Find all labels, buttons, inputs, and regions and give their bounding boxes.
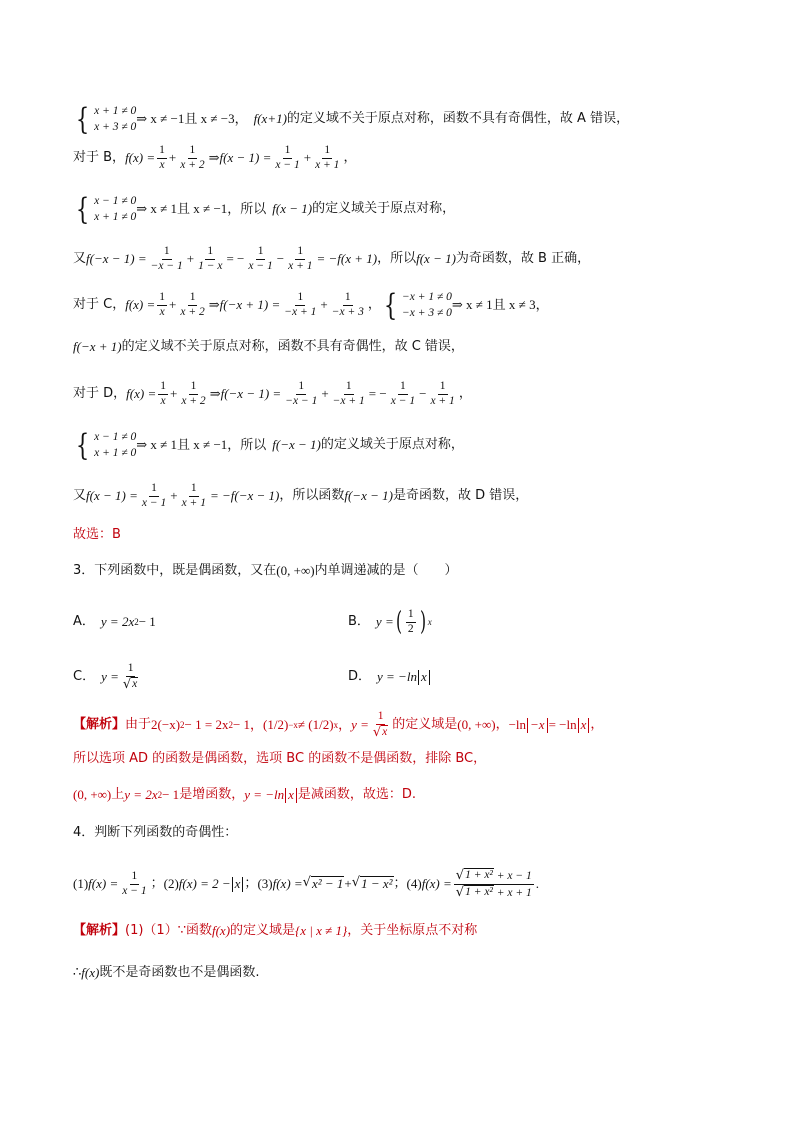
solution-3-line-1 <box>73 710 754 740</box>
text-fragment: x − 1 <box>122 884 147 897</box>
math-fragment <box>371 725 390 741</box>
text-fragment: ； <box>393 875 407 891</box>
solution-3-line-3 <box>73 788 754 803</box>
text-fragment: 1 <box>162 245 172 260</box>
text-fragment: − 1， <box>232 716 264 732</box>
text-fragment: x − 1 <box>248 259 273 272</box>
text-fragment: 由于 <box>125 716 152 732</box>
text-fragment: f(x − 1) = <box>219 149 272 165</box>
math-fragment <box>428 380 456 409</box>
solution-line-2 <box>73 144 754 173</box>
text-fragment: x − 1 <box>390 394 416 407</box>
math-fragment <box>120 870 148 899</box>
text-fragment: 1 + x² <box>465 869 493 881</box>
text-fragment: x <box>418 670 430 685</box>
text-fragment: 对于 D， <box>73 385 127 401</box>
text-fragment: (0, +∞) <box>457 716 496 732</box>
option-b <box>348 608 754 637</box>
text-fragment: + <box>168 149 177 165</box>
text-fragment: f(−x − 1) <box>272 437 321 453</box>
text-fragment: = − <box>226 250 245 266</box>
text-fragment: 1 <box>126 662 136 677</box>
text-fragment: − <box>419 385 427 401</box>
text-fragment: x + 1 ≠ 0 <box>94 210 137 223</box>
text-fragment: x <box>132 677 138 690</box>
text-fragment: f(x − 1) <box>272 201 313 217</box>
text-fragment: A． <box>73 614 95 629</box>
text-fragment: −x + 3 ≠ 0 <box>401 306 452 319</box>
text-fragment: ⇒ x ≠ 1且 x ≠ −1，所以 <box>136 437 267 453</box>
text-fragment: (1/2) <box>263 716 289 732</box>
text-fragment: 1 <box>157 291 167 306</box>
math-fragment <box>158 380 168 409</box>
solution-4-line-1 <box>73 924 754 939</box>
text-fragment: 内单调递减的是（ ） <box>314 563 458 578</box>
text-fragment: 对于 C， <box>73 297 126 313</box>
text-fragment: (4) <box>406 875 422 891</box>
text-fragment: C． <box>73 668 96 684</box>
text-fragment: 1 − x² <box>361 876 393 892</box>
text-fragment: + <box>344 875 352 891</box>
text-fragment: 1 <box>322 144 332 159</box>
text-fragment: 的定义域不关于原点对称，函数不具有奇偶性，故 C 错误， <box>121 339 464 354</box>
text-fragment: (2) <box>163 875 179 891</box>
text-fragment: 1 <box>188 291 198 306</box>
math-fragment <box>178 291 206 320</box>
text-fragment: 1 <box>256 245 266 260</box>
text-fragment: ， <box>343 149 357 165</box>
text-fragment: x + 3 ≠ 0 <box>94 120 137 133</box>
text-fragment: ， <box>367 297 381 313</box>
solution-line-6 <box>73 340 754 355</box>
text-fragment: 2 <box>407 622 414 635</box>
text-fragment: 的定义域是 <box>392 716 458 732</box>
text-fragment: ， <box>458 385 472 401</box>
text-fragment: x <box>232 877 244 892</box>
text-fragment: ，所以函数 <box>279 487 345 503</box>
math-fragment <box>94 194 136 225</box>
text-fragment: 2(−x) <box>151 716 181 732</box>
text-fragment: 既不是奇函数也不是偶函数. <box>99 965 260 980</box>
answer-line <box>73 528 754 543</box>
math-fragment: √ <box>302 875 311 891</box>
text-fragment: x <box>427 617 432 628</box>
text-fragment: ⇒ <box>208 149 220 165</box>
math-fragment <box>330 291 366 320</box>
question-3 <box>73 564 754 579</box>
text-fragment: 1 <box>283 144 293 159</box>
math-fragment <box>282 291 318 320</box>
math-fragment: { <box>75 191 90 227</box>
text-fragment: x <box>382 725 388 738</box>
text-fragment: x <box>578 718 590 733</box>
text-fragment: f(x − 1) <box>416 250 456 266</box>
math-fragment <box>454 868 534 901</box>
text-fragment: 为奇函数，故 B 正确， <box>455 250 591 266</box>
math-fragment <box>196 245 224 274</box>
text-fragment: −x + 3 <box>331 306 364 319</box>
math-fragment <box>123 677 138 693</box>
text-fragment: −x − 1 <box>285 394 318 407</box>
text-fragment: 1 <box>406 608 416 623</box>
solution-line-8 <box>73 427 754 463</box>
text-fragment: 1 <box>296 380 306 395</box>
text-fragment: x + 2 <box>181 394 206 407</box>
text-fragment: 所以选项 AD 的函数是偶函数，选项 BC 的函数不是偶函数，排除 BC， <box>73 751 487 766</box>
solution-3-line-2 <box>73 752 754 767</box>
text-fragment: f(x) = <box>125 149 156 165</box>
text-fragment: D． <box>348 669 372 684</box>
text-fragment: 3．下列函数中，既是偶函数，又在 <box>73 563 277 578</box>
text-fragment: x + 1 ≠ 0 <box>94 446 137 459</box>
text-fragment: f(x) = <box>125 297 156 313</box>
solution-line-3 <box>73 191 754 227</box>
text-fragment: 1 <box>343 291 353 306</box>
math-fragment <box>149 245 185 274</box>
text-fragment: 【解析】 <box>73 716 126 732</box>
text-fragment: − 1 <box>138 614 156 629</box>
text-fragment: x <box>159 306 165 319</box>
text-fragment: ； <box>244 875 258 891</box>
math-fragment <box>94 430 136 461</box>
text-fragment: 又 <box>73 250 87 266</box>
text-fragment: x − 1 ≠ 0 <box>94 195 137 207</box>
math-fragment: { <box>75 101 90 137</box>
text-fragment: y = 2x <box>100 614 135 629</box>
text-fragment: f(−x + 1) <box>73 339 122 354</box>
math-fragment: ) <box>419 607 426 638</box>
text-fragment: 的定义域关于原点对称， <box>320 437 464 453</box>
math-fragment <box>331 380 367 409</box>
text-fragment: ∴ <box>73 965 82 980</box>
text-fragment: y = −ln <box>244 787 285 802</box>
text-fragment: x + 2 <box>180 158 205 171</box>
math-fragment <box>286 245 314 274</box>
solution-line-9: 又 f(x − 1) = $\frac{1}{x - 1}$ + $\frac{1}{x + 1}$ = −f(−x − 1) ，所以函数 f(−x − 1) 是奇函数，故 D 错误， <box>73 482 529 509</box>
text-fragment: ⇒ x ≠ 1且 x ≠ 3， <box>451 297 549 313</box>
text-fragment: y = <box>351 716 369 732</box>
text-fragment: f(−x + 1) = <box>219 297 281 313</box>
text-fragment: . <box>535 875 539 891</box>
math-fragment <box>283 380 319 409</box>
text-fragment: ， <box>338 716 352 732</box>
text-fragment: x <box>160 394 166 407</box>
solution-4-line-2 <box>73 966 754 981</box>
text-fragment: = −ln <box>548 716 577 732</box>
text-fragment: −ln <box>508 716 527 732</box>
math-fragment: { <box>75 427 90 463</box>
text-fragment: + x + 1 <box>493 886 532 899</box>
math-fragment <box>121 677 140 693</box>
text-fragment: 故选：B <box>73 527 121 542</box>
math-fragment <box>454 885 534 901</box>
text-fragment: f(x) <box>81 965 100 980</box>
text-fragment: 2 <box>180 720 185 731</box>
math-fragment <box>180 482 208 511</box>
math-fragment <box>157 291 167 320</box>
text-fragment: (0, +∞) <box>276 563 315 578</box>
math-fragment <box>371 710 390 740</box>
text-fragment: 1 <box>149 482 159 497</box>
text-fragment: f(x) = <box>421 875 452 891</box>
text-fragment: 1 <box>158 380 168 395</box>
math-fragment <box>94 104 136 135</box>
text-fragment: ，关于坐标原点不对称 <box>347 923 478 938</box>
text-fragment: = −f(x + 1) <box>316 250 378 266</box>
text-fragment: y = 2x <box>124 787 158 802</box>
text-fragment: f(x − 1) = <box>86 487 138 503</box>
text-fragment: x + 2 <box>180 306 205 319</box>
text-fragment: 1 + x² <box>465 885 493 898</box>
math-fragment: √ <box>122 676 132 692</box>
solution-line-5: 对于 C， f(x) = $\frac{1}{x}$ + $\frac{1}{x + 2}$ ⇒ f(−x + 1) = $\frac{1}{-x + 1}$ + $\frac{1}{-x + 3}$ ， { −x + 1 ≠ 0 −x + 3 ≠ 0 ⇒ x ≠ 1且 x ≠ 3， <box>73 287 549 323</box>
text-fragment: (1) <box>73 875 89 891</box>
text-fragment: 1 <box>157 144 167 159</box>
text-fragment: −x + 1 <box>332 394 365 407</box>
text-fragment: x − 1 ≠ 0 <box>94 431 137 443</box>
solution-line-7: 对于 D， f(x) = $\frac{1}{x}$ + $\frac{1}{x + 2}$ ⇒ f(−x − 1) = $\frac{1}{-x - 1}$ + $\frac{1}{-x + 1}$ = − $\frac{1}{x - 1}$ − $\frac{1}{x + 1}$ ， <box>73 380 472 407</box>
text-fragment: 1 <box>438 380 448 395</box>
text-fragment: ，所以 <box>377 250 417 266</box>
text-fragment: ， <box>495 716 509 732</box>
text-fragment: f(x) = <box>126 385 157 401</box>
text-fragment: x² − 1 <box>311 876 344 892</box>
math-fragment <box>373 725 388 741</box>
text-fragment: 的定义域不关于原点对称，函数不具有奇偶性，故 A 错误， <box>286 111 630 127</box>
text-fragment: f(x) = <box>88 875 119 891</box>
text-fragment: −x <box>527 718 548 733</box>
math-fragment <box>352 876 394 892</box>
text-fragment: 【解析】 <box>73 923 126 938</box>
text-fragment: 1 <box>398 380 408 395</box>
text-fragment: f(−x − 1) = <box>220 385 282 401</box>
text-fragment: f(−x − 1) = <box>86 250 147 266</box>
math-fragment <box>402 290 452 321</box>
text-fragment: f(−x − 1) <box>344 487 393 503</box>
text-fragment: 1 <box>295 291 305 306</box>
text-fragment: x − 1 <box>275 158 300 171</box>
text-fragment: x <box>333 720 339 731</box>
text-fragment: {x | x ≠ 1} <box>295 923 348 938</box>
text-fragment: −x − 1 <box>150 259 183 272</box>
text-fragment: ⇒ x ≠ 1且 x ≠ −1，所以 <box>136 201 267 217</box>
math-fragment: { <box>383 287 398 323</box>
math-fragment <box>179 380 207 409</box>
math-fragment: ( <box>395 607 402 638</box>
text-fragment: = − <box>368 385 387 401</box>
text-fragment: f(x) = 2 − <box>178 875 231 891</box>
math-fragment <box>246 245 274 274</box>
text-fragment: ； <box>150 875 164 891</box>
math-fragment <box>121 662 140 692</box>
text-fragment: 1 − x <box>198 259 223 272</box>
text-fragment: (0, +∞) <box>73 787 112 802</box>
text-fragment: − 1 = 2x <box>184 716 229 732</box>
text-fragment: y = <box>375 613 394 629</box>
math-fragment: √ <box>455 868 465 883</box>
text-fragment: ⇒ <box>209 385 221 401</box>
math-fragment <box>456 868 494 884</box>
text-fragment: 1 <box>344 380 354 395</box>
text-fragment: − 1 <box>162 787 180 802</box>
text-fragment: 2 <box>134 617 139 628</box>
math-fragment <box>73 427 137 463</box>
math-fragment <box>273 144 301 173</box>
text-fragment: −x + 1 ≠ 0 <box>401 291 452 303</box>
math-fragment <box>140 482 168 511</box>
equation-system <box>73 101 137 137</box>
text-fragment: x + 1 <box>430 394 455 407</box>
math-fragment: √ <box>372 724 382 740</box>
text-fragment: + <box>303 149 312 165</box>
text-fragment: 是减函数，故选：D. <box>297 787 417 802</box>
text-fragment: x + 1 <box>315 158 340 171</box>
text-fragment: 1 <box>189 380 199 395</box>
question-4 <box>73 826 754 841</box>
math-fragment <box>73 191 137 227</box>
math-fragment <box>381 287 452 323</box>
text-fragment: = −f(−x − 1) <box>209 487 280 503</box>
text-fragment: 1 <box>130 870 140 885</box>
solution-line-4: 又 f(−x − 1) = $\frac{1}{-x - 1}$ + $\frac{1}{1 - x}$ = − $\frac{1}{x - 1}$ − $\frac{1}{x + 1}$ = −f(x + 1) ，所以 f(x − 1) 为奇函数，故 B 正确， <box>73 245 591 272</box>
text-fragment: (1)（1）∵函数 <box>125 923 212 938</box>
text-fragment: ⇒ x ≠ −1且 x ≠ −3， <box>136 111 248 127</box>
solution-line-1 <box>73 101 754 137</box>
text-fragment: 4．判断下列函数的奇偶性： <box>73 825 238 840</box>
text-fragment: y = <box>101 668 119 684</box>
text-fragment: 对于 B， <box>73 149 126 165</box>
option-d <box>348 670 754 685</box>
text-fragment: 上 <box>111 787 125 802</box>
math-fragment: √ <box>455 884 465 900</box>
text-fragment: 的定义域关于原点对称， <box>312 201 456 217</box>
text-fragment: 1 <box>189 482 199 497</box>
text-fragment: f(x) = <box>272 875 303 891</box>
text-fragment: 1 <box>205 245 215 260</box>
math-fragment: √ <box>351 875 361 891</box>
question-4-parts <box>73 868 754 901</box>
text-fragment: 2 <box>228 720 233 731</box>
text-fragment: x + 1 <box>288 259 313 272</box>
text-fragment: 1 <box>295 245 305 260</box>
text-fragment: y = −ln <box>377 669 417 684</box>
math-fragment <box>178 144 206 173</box>
text-fragment: 1 <box>376 710 386 725</box>
math-fragment <box>157 144 167 173</box>
text-fragment: f(x) <box>211 923 231 938</box>
text-fragment: 的定义域是 <box>230 923 296 938</box>
text-fragment: + x − 1 <box>493 870 532 882</box>
text-fragment: x − 1 <box>141 496 167 509</box>
math-fragment <box>389 380 417 409</box>
text-fragment: x <box>159 158 165 171</box>
text-fragment: f(x+1) <box>253 111 287 127</box>
text-fragment: ≠ (1/2) <box>297 716 334 732</box>
text-fragment: − <box>276 250 285 266</box>
math-fragment <box>313 144 341 173</box>
math-fragment <box>456 885 494 901</box>
text-fragment: x + 1 ≠ 0 <box>94 105 137 117</box>
text-fragment: B． <box>348 613 370 629</box>
text-fragment: ， <box>590 716 604 732</box>
text-fragment: ⇒ <box>208 297 220 313</box>
text-fragment: x + 1 <box>181 496 206 509</box>
text-fragment: −x <box>288 720 298 731</box>
math-fragment <box>454 868 534 885</box>
text-fragment: −x + 1 <box>284 306 317 319</box>
text-fragment: 又 <box>73 487 87 503</box>
math-fragment <box>406 608 416 637</box>
math-fragment <box>303 876 345 892</box>
text-fragment: 是增函数， <box>179 787 245 802</box>
text-fragment: x <box>285 788 297 803</box>
text-fragment: 1 <box>188 144 198 159</box>
text-fragment: 2 <box>157 790 163 801</box>
text-fragment: (3) <box>257 875 273 891</box>
text-fragment: 是奇函数，故 D 错误， <box>392 487 529 503</box>
